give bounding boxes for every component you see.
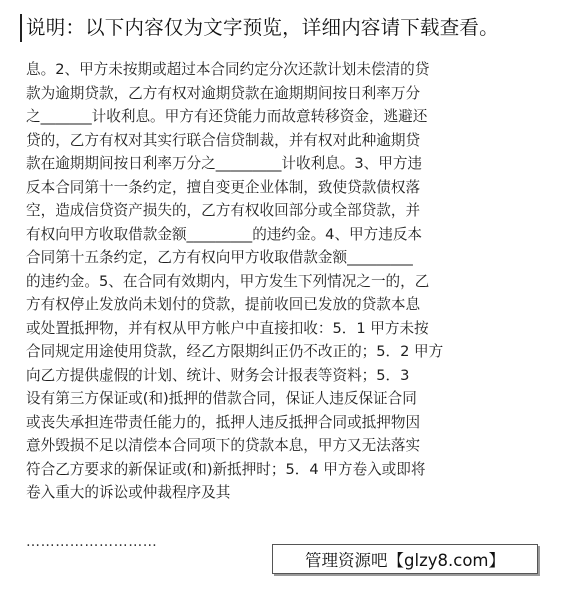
body-line: 有权向甲方收取借款金额_________的违约金。4、甲方违反本 bbox=[26, 225, 423, 243]
body-line: 符合乙方要求的新保证或(和)新抵押时；5．4 甲方卷入或即将 bbox=[26, 460, 426, 478]
body-line: 合同第十五条约定，乙方有权向甲方收取借款金额_________ bbox=[26, 249, 413, 266]
brand-watermark-box: 管理资源吧【glzy8.com】 bbox=[272, 544, 538, 574]
body-line: 方有权停止发放尚未划付的贷款，提前收回已发放的贷款本息 bbox=[26, 296, 421, 313]
body-line: 息。2、甲方未按期或超过本合同约定分次还款计划未偿清的贷 bbox=[26, 61, 430, 78]
body-line: 卷入重大的诉讼或仲裁程序及其 bbox=[26, 484, 231, 501]
body-line: 款在逾期期间按日利率万分之_________计收利息。3、甲方违 bbox=[26, 155, 423, 172]
body-line: 的违约金。5、在合同有效期内，甲方发生下列情况之一的，乙 bbox=[26, 272, 430, 290]
body-line: 款为逾期贷款，乙方有权对逾期贷款在逾期期间按日利率万分 bbox=[26, 84, 421, 102]
body-line: 反本合同第十一条约定，擅自变更企业体制，致使贷款债权落 bbox=[26, 178, 421, 196]
body-line: 空，造成信贷资产损失的，乙方有权收回部分或全部贷款，并 bbox=[26, 202, 421, 219]
body-line: 或处置抵押物，并有权从甲方帐户中直接扣收：5．1 甲方未按 bbox=[26, 319, 429, 337]
body-line: 设有第三方保证或(和)抵押的借款合同，保证人违反保证合同 bbox=[26, 390, 417, 407]
body-line: 合同规定用途使用贷款，经乙方限期纠正仍不改正的；5．2 甲方 bbox=[26, 343, 444, 360]
body-line: 之_______计收利息。甲方有还贷能力而故意转移资金，逃避还 bbox=[26, 108, 428, 125]
document-body bbox=[26, 58, 554, 505]
body-line: 向乙方提供虚假的计划、统计、财务会计报表等资料；5．3 bbox=[26, 366, 410, 384]
ellipsis-dots: ……………………… bbox=[26, 534, 158, 550]
preview-notice: 说明：以下内容仅为文字预览，详细内容请下载查看。 bbox=[20, 14, 578, 42]
body-line: 贷的，乙方有权对其实行联合信贷制裁，并有权对此种逾期贷 bbox=[26, 131, 421, 149]
body-line: 意外毁损不足以清偿本合同项下的贷款本息，甲方又无法落实 bbox=[26, 437, 421, 454]
body-line: 或丧失承担连带责任能力的，抵押人违反抵押合同或抵押物因 bbox=[26, 413, 421, 431]
